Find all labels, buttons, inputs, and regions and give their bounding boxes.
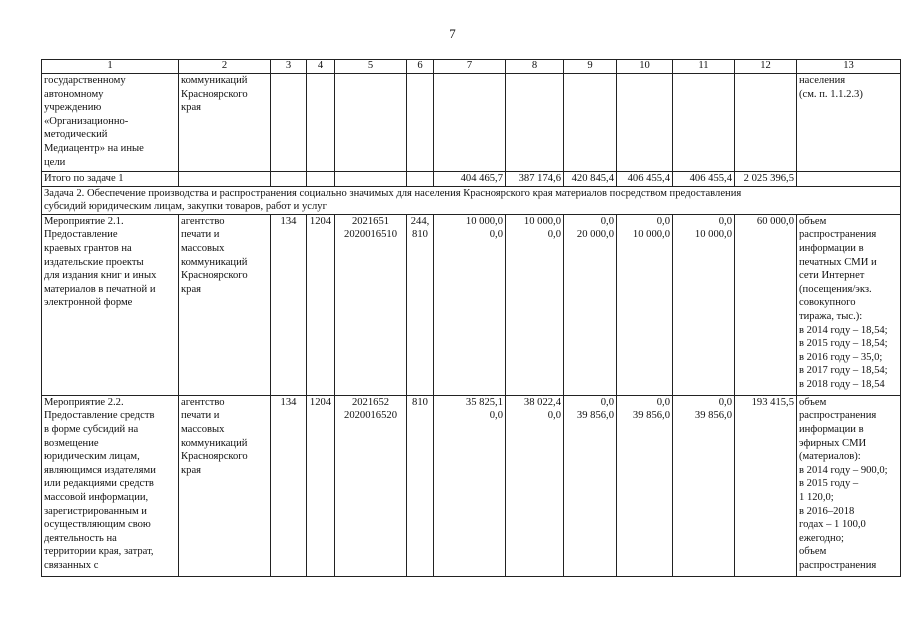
col-header: 1 xyxy=(42,60,179,74)
section-code: 1204 xyxy=(307,214,335,395)
col-header: 11 xyxy=(673,60,735,74)
column-number-row xyxy=(42,60,901,74)
result-cell: объем распространения информации в эфирных СМИ (материалов): в 2014 году – 900,0; в 2015 году – 1 120,0; в 2016–2018 годах – 1 100,0 ежегодно; объем распространения xyxy=(797,395,901,576)
total-2014: 404 465,7 xyxy=(434,172,506,187)
value-2017: 0,0 39 856,0 xyxy=(617,395,673,576)
task-2-title: Задача 2. Обеспечение производства и распространения социально значимых для населения Красноярского края материалов посредством предоставления субсидий юридическим лицам, закупки товаров, работ и услуг xyxy=(42,186,901,214)
total-2018: 406 455,4 xyxy=(673,172,735,187)
col-header: 6 xyxy=(407,60,434,74)
col-header: 7 xyxy=(434,60,506,74)
measure-2-1-row xyxy=(42,214,901,395)
budget-table xyxy=(41,59,901,577)
measure-name: Мероприятие 2.1. Предоставление краевых грантов на издательские проекты для издания книг и иных материалов в печатной и электронной форме xyxy=(42,214,179,395)
col-header: 8 xyxy=(506,60,564,74)
agency-cell: коммуникаций Красноярского края xyxy=(179,74,271,172)
total-label: Итого по задаче 1 xyxy=(42,172,179,187)
grbs-code: 134 xyxy=(271,214,307,395)
recipient-cell: государственному автономному учреждению «Организационно- методический Медиацентр» на иные цели xyxy=(42,74,179,172)
col-header: 2 xyxy=(179,60,271,74)
task-2-row xyxy=(42,186,901,214)
total-sum: 2 025 396,5 xyxy=(735,172,797,187)
page-number: 7 xyxy=(449,26,456,41)
measure-2-2-row xyxy=(42,395,901,576)
value-2016: 0,0 39 856,0 xyxy=(564,395,617,576)
col-header: 10 xyxy=(617,60,673,74)
result-cell: населения (см. п. 1.1.2.3) xyxy=(797,74,901,172)
value-2018: 0,0 10 000,0 xyxy=(673,214,735,395)
expense-type-code: 810 xyxy=(407,395,434,576)
value-2014: 35 825,1 0,0 xyxy=(434,395,506,576)
value-total: 60 000,0 xyxy=(735,214,797,395)
col-header: 3 xyxy=(271,60,307,74)
grbs-code: 134 xyxy=(271,395,307,576)
col-header: 12 xyxy=(735,60,797,74)
section-code: 1204 xyxy=(307,395,335,576)
col-header: 5 xyxy=(335,60,407,74)
value-2018: 0,0 39 856,0 xyxy=(673,395,735,576)
value-2015: 38 022,4 0,0 xyxy=(506,395,564,576)
value-2016: 0,0 20 000,0 xyxy=(564,214,617,395)
value-2017: 0,0 10 000,0 xyxy=(617,214,673,395)
result-cell: объем распространения информации в печатных СМИ и сети Интернет (посещения/экз. совокупного тиража, тыс.): в 2014 году – 18,54; в 2015 году – 18,54; в 2016 году – 35,0; в 2017 году – 18,54; в 2018 году – 18,54 xyxy=(797,214,901,395)
col-header: 4 xyxy=(307,60,335,74)
value-total: 193 415,5 xyxy=(735,395,797,576)
agency-cell: агентство печати и массовых коммуникаций Красноярского края xyxy=(179,395,271,576)
col-header: 9 xyxy=(564,60,617,74)
total-row xyxy=(42,172,901,187)
value-2015: 10 000,0 0,0 xyxy=(506,214,564,395)
target-article-code: 2021652 2020016520 xyxy=(335,395,407,576)
col-header: 13 xyxy=(797,60,901,74)
continuation-row xyxy=(42,74,901,172)
target-article-code: 2021651 2020016510 xyxy=(335,214,407,395)
total-2016: 420 845,4 xyxy=(564,172,617,187)
agency-cell: агентство печати и массовых коммуникаций Красноярского края xyxy=(179,214,271,395)
value-2014: 10 000,0 0,0 xyxy=(434,214,506,395)
measure-name: Мероприятие 2.2. Предоставление средств в форме субсидий на возмещение юридическим лицам, являющимся издателями или редакциями средств массовой информации, зарегистрированным и осуществляющим свою деятельность на территории края, затрат, связанных с xyxy=(42,395,179,576)
total-2015: 387 174,6 xyxy=(506,172,564,187)
expense-type-code: 244, 810 xyxy=(407,214,434,395)
total-2017: 406 455,4 xyxy=(617,172,673,187)
